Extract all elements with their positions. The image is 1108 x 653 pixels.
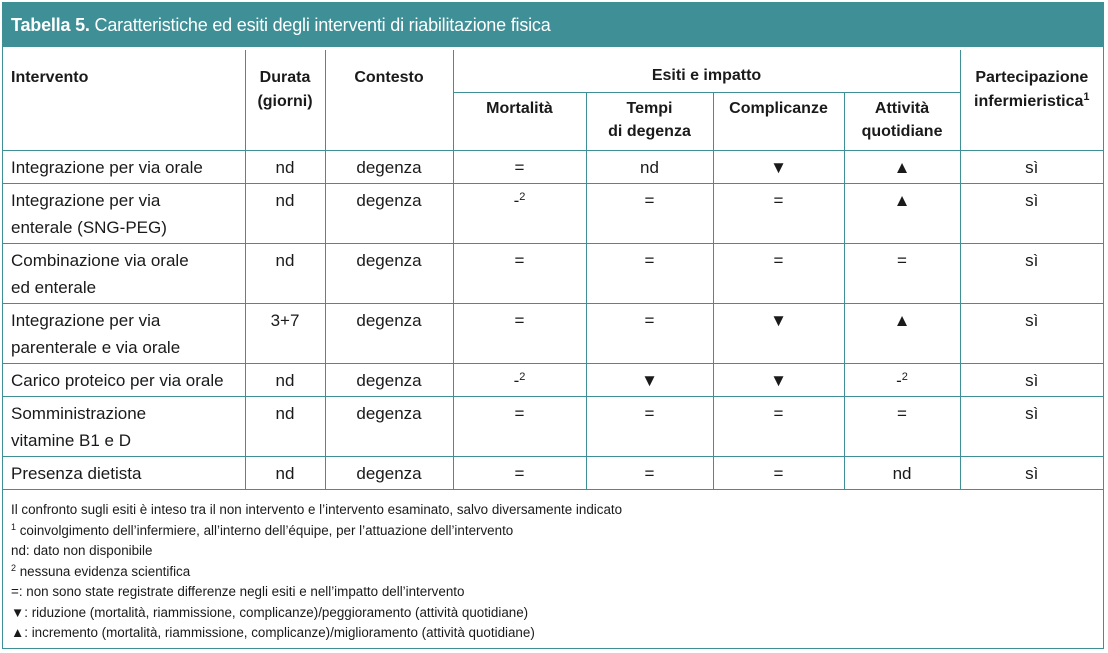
cell-intervento [3, 456, 245, 489]
header-durata-line2: (giorni) [257, 93, 313, 110]
header-intervento: Intervento [3, 50, 245, 150]
cell-mortalita-value: = [514, 403, 525, 423]
cell-intervento-line: Presenza dietista [11, 463, 142, 483]
header-partecipazione-line2: infermieristica [974, 93, 1084, 110]
cell-mortalita [453, 150, 586, 183]
header-complicanze: Complicanze [713, 92, 844, 150]
cell-attivita-value: = [897, 403, 907, 423]
cell-durata: nd [245, 150, 325, 183]
cell-attivita [844, 303, 960, 363]
header-mortalita: Mortalità [453, 92, 586, 150]
cell-intervento-line: Carico proteico per via orale [11, 370, 224, 390]
cell-tempi: ▼ [586, 363, 713, 396]
note-6-text: : riduzione (mortalità, riammissione, complicanze)/peggioramento (attività quotidiane) [24, 604, 529, 620]
cell-tempi: = [586, 243, 713, 303]
cell-intervento [3, 303, 245, 363]
cell-partecipazione: sì [960, 363, 1103, 396]
table-title-label: Tabella 5. [11, 15, 90, 35]
cell-attivita-value: ▲ [893, 190, 911, 210]
table-row [3, 150, 1103, 183]
header-partecipazione-sup: 1 [1083, 91, 1090, 103]
cell-partecipazione: sì [960, 183, 1103, 243]
cell-attivita-value: ▲ [893, 310, 911, 330]
cell-attivita [844, 183, 960, 243]
cell-attivita-value: = [897, 250, 907, 270]
table-frame [2, 2, 1104, 649]
note-2 [11, 521, 622, 542]
cell-tempi: nd [586, 150, 713, 183]
cell-mortalita [453, 183, 586, 243]
triangle-up-icon: ▲ [11, 625, 25, 640]
table-row [3, 183, 1103, 243]
cell-tempi: = [586, 303, 713, 363]
cell-contesto: degenza [325, 363, 453, 396]
cell-mortalita [453, 303, 586, 363]
cell-contesto: degenza [325, 243, 453, 303]
cell-complicanze: ▼ [713, 363, 844, 396]
cell-durata: 3+7 [245, 303, 325, 363]
cell-intervento-line: Integrazione per via orale [11, 157, 203, 177]
cell-complicanze: = [713, 456, 844, 489]
cell-partecipazione: sì [960, 243, 1103, 303]
header-tempi [586, 92, 713, 150]
cell-intervento [3, 396, 245, 456]
cell-intervento [3, 363, 245, 396]
cell-tempi: = [586, 183, 713, 243]
header-attivita-line1: Attività [874, 99, 930, 117]
cell-intervento [3, 150, 245, 183]
header-contesto: Contesto [325, 50, 453, 150]
cell-partecipazione: sì [960, 396, 1103, 456]
table-notes [11, 500, 622, 644]
note-1: Il confronto sugli esiti è inteso tra il non intervento e l’intervento esaminato, salvo diversamente indicato [11, 502, 623, 517]
cell-durata: nd [245, 363, 325, 396]
cell-mortalita-value: = [514, 463, 525, 483]
cell-intervento-line: vitamine B1 e D [11, 430, 131, 450]
note-4 [11, 562, 622, 583]
cell-mortalita-sup: 2 [519, 190, 526, 203]
cell-partecipazione: sì [960, 303, 1103, 363]
cell-mortalita [453, 243, 586, 303]
cell-attivita [844, 243, 960, 303]
cell-mortalita-value: - [513, 370, 520, 390]
cell-attivita-value: - [896, 370, 902, 390]
cell-attivita [844, 150, 960, 183]
header-partecipazione-line1: Partecipazione [975, 69, 1089, 86]
cell-mortalita-value: = [514, 310, 525, 330]
table-row [3, 243, 1103, 303]
table-row [3, 456, 1103, 489]
results-table [3, 50, 1103, 490]
note-4-sup: 2 [11, 562, 17, 573]
note-2-text: coinvolgimento dell’infermiere, all’interno dell’équipe, per l’attuazione dell’intervento [16, 522, 514, 538]
cell-durata: nd [245, 396, 325, 456]
cell-intervento-line: Somministrazione [11, 403, 147, 423]
cell-partecipazione: sì [960, 150, 1103, 183]
table-row [3, 303, 1103, 363]
cell-durata: nd [245, 456, 325, 489]
cell-contesto: degenza [325, 396, 453, 456]
header-tempi-line2: di degenza [608, 122, 691, 140]
note-7 [11, 623, 622, 644]
cell-mortalita-sup: 2 [519, 370, 526, 383]
cell-attivita-value: ▲ [893, 157, 911, 177]
cell-contesto: degenza [325, 183, 453, 243]
note-7-text: : incremento (mortalità, riammissione, complicanze)/miglioramento (attività quotidiane) [24, 625, 535, 640]
cell-contesto: degenza [325, 456, 453, 489]
header-partecipazione-line2-wrap [969, 90, 1096, 114]
cell-intervento-line: Combinazione via orale [11, 250, 189, 270]
cell-intervento-line: enterale (SNG-PEG) [11, 217, 167, 237]
cell-complicanze: ▼ [713, 303, 844, 363]
header-attivita [844, 92, 960, 150]
cell-contesto: degenza [325, 150, 453, 183]
cell-attivita-sup: 2 [901, 370, 908, 383]
note-4-text: nessuna evidenza scientifica [16, 563, 191, 579]
cell-mortalita [453, 363, 586, 396]
cell-attivita [844, 363, 960, 396]
cell-complicanze: = [713, 396, 844, 456]
cell-intervento-line: parenterale e via orale [11, 337, 181, 357]
table-body [3, 150, 1103, 489]
cell-intervento-line: Integrazione per via [11, 310, 161, 330]
cell-attivita-value: nd [892, 463, 912, 483]
cell-mortalita-value: = [514, 157, 525, 177]
table-row [3, 363, 1103, 396]
header-durata-line1: Durata [259, 69, 311, 86]
cell-tempi: = [586, 456, 713, 489]
cell-complicanze: ▼ [713, 150, 844, 183]
header-esiti: Esiti e impatto [453, 50, 960, 92]
cell-complicanze: = [713, 183, 844, 243]
header-attivita-line2: quotidiane [861, 122, 943, 140]
header-tempi-line1: Tempi [626, 99, 673, 117]
cell-intervento [3, 243, 245, 303]
note-5: =: non sono state registrate differenze negli esiti e nell’impatto dell’intervento [11, 584, 465, 599]
table-title-text: Caratteristiche ed esiti degli interventi di riabilitazione fisica [94, 15, 551, 35]
cell-contesto: degenza [325, 303, 453, 363]
cell-attivita [844, 456, 960, 489]
note-2-sup: 1 [11, 521, 17, 532]
cell-durata: nd [245, 243, 325, 303]
table-title [3, 3, 1103, 47]
cell-intervento [3, 183, 245, 243]
cell-complicanze: = [713, 243, 844, 303]
triangle-down-icon: ▼ [11, 604, 25, 620]
cell-mortalita-value: = [514, 250, 525, 270]
table-row [3, 396, 1103, 456]
cell-mortalita-value: - [513, 190, 520, 210]
header-partecipazione [960, 50, 1103, 150]
header-durata [245, 50, 325, 150]
cell-mortalita [453, 456, 586, 489]
note-3: nd: dato non disponibile [11, 543, 153, 558]
cell-partecipazione: sì [960, 456, 1103, 489]
cell-attivita [844, 396, 960, 456]
cell-tempi: = [586, 396, 713, 456]
cell-mortalita [453, 396, 586, 456]
cell-intervento-line: Integrazione per via [11, 190, 161, 210]
cell-intervento-line: ed enterale [11, 277, 97, 297]
note-6 [11, 603, 622, 624]
cell-durata: nd [245, 183, 325, 243]
